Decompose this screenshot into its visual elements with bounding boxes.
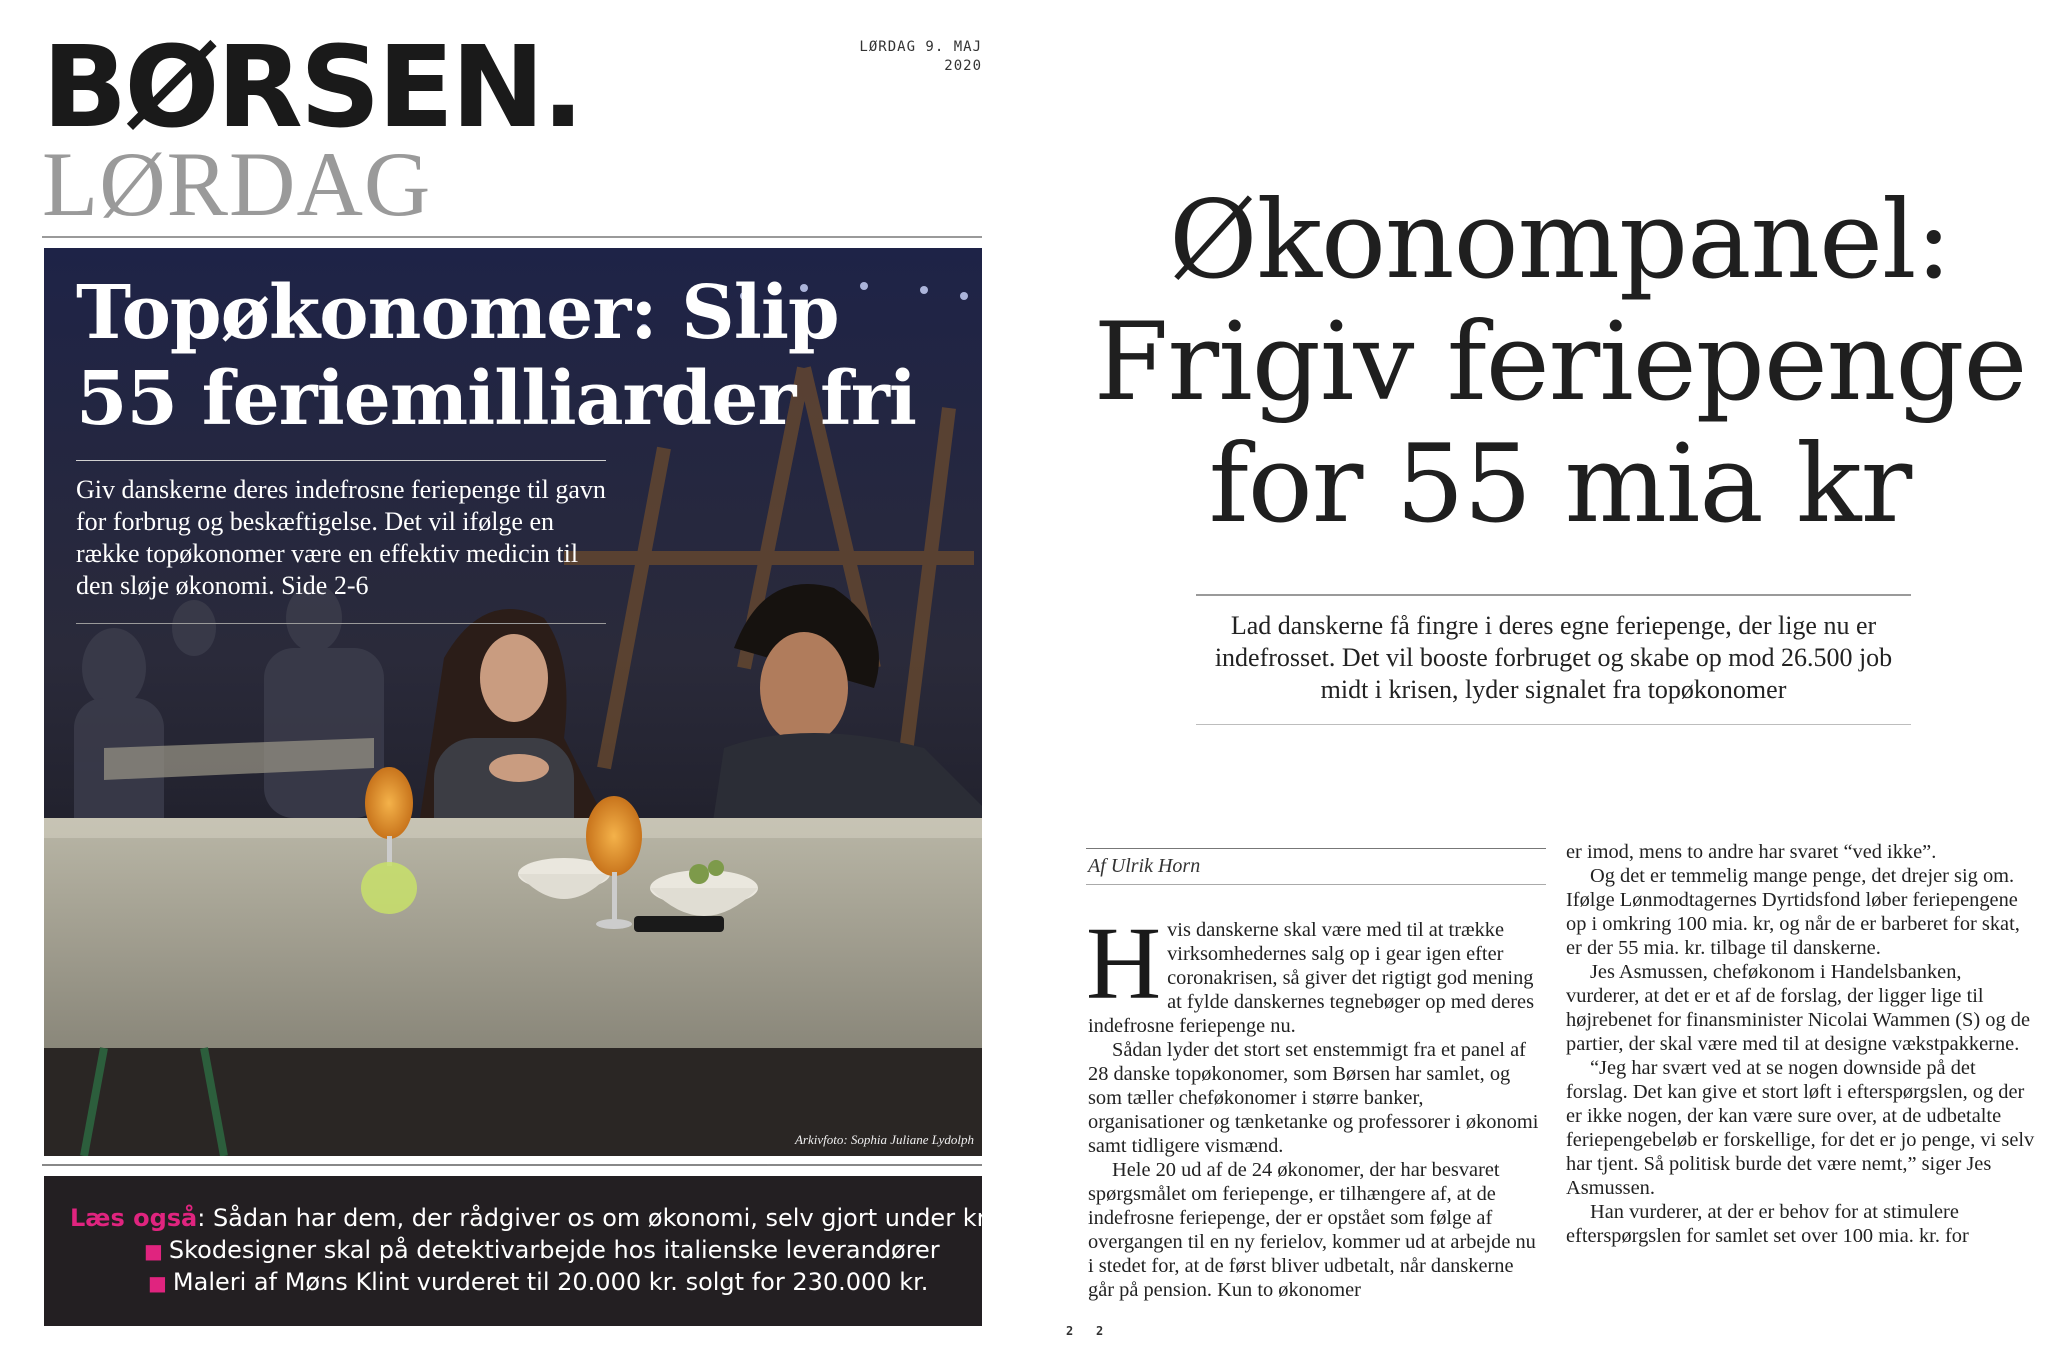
paragraph: Jes Asmussen, cheføkonom i Handelsbanken, vurderer, at det er et af de forslag, der ligger lige til højrebenet for finansminister Nicolai Wammen (S) og de partier, der skal være med til at designe vækstpakkerne. xyxy=(1566,961,2031,1055)
paragraph: Og det er temmelig mange penge, det drejer sig om. Ifølge Lønmodtagernes Dyrtidsfond løber feriepengene op i omkring 100 mia. kr, og når de er barberet for skat, er der 55 mia. kr. tilbage til danskerne. xyxy=(1566,865,2020,959)
masthead-divider xyxy=(42,236,982,238)
cover-lead: Giv danskerne deres indefrosne feriepenge til gavn for forbrug og beskæftigelse. Det vil ifølge en række topøkonomer være en effektiv medicin til den sløje økonomi. Side 2-6 xyxy=(76,475,606,600)
teaser-box xyxy=(44,1176,1036,1326)
article-column-1 xyxy=(1086,906,1540,1302)
sub-lead-top-rule xyxy=(1196,594,1911,596)
issue-date-year: 2020 xyxy=(944,58,982,74)
page-number-left: 2 xyxy=(1066,1324,1074,1338)
masthead xyxy=(42,23,582,235)
cover-photo xyxy=(44,248,982,1156)
article-column-2 xyxy=(1566,840,2036,1248)
page-number-right: 2 xyxy=(1096,1324,1104,1338)
lordag-section-title: LØRDAG xyxy=(42,133,432,235)
teaser-label: Læs også xyxy=(70,1204,198,1232)
article-sub-lead: Lad danskerne få fingre i deres egne feriepenge, der lige nu er indefrosset. Det vil booste forbruget og skabe op mod 26.500 job midt i krisen, lyder signalet fra topøkonomer xyxy=(1214,611,1893,704)
lead-bottom-rule xyxy=(76,623,606,624)
issue-date-day: LØRDAG 9. MAJ xyxy=(859,39,982,55)
teaser-item-2[interactable] xyxy=(144,1234,940,1267)
sub-lead-bottom-rule xyxy=(1196,724,1911,725)
paragraph: Sådan lyder det stort set enstemmigt fra et panel af 28 danske topøkonomer, som Børsen har samlet, og som tæller cheføkonomer i større banker, organisationer og tænketanke og professorer i økonomi samt tidligere vismænd. xyxy=(1088,1039,1539,1157)
lead-top-rule xyxy=(76,460,606,461)
bullet-icon: ■ xyxy=(148,1271,167,1295)
drop-cap: H xyxy=(1086,906,1162,1021)
photo-credit: Arkivfoto: Sophia Juliane Lydolph xyxy=(794,1132,974,1147)
byline-bottom-rule xyxy=(1086,884,1546,885)
teaser-item-2-text: Skodesigner skal på detektivarbejde hos italienske leverandører xyxy=(168,1236,940,1264)
paragraph: Han vurderer, at der er behov for at stimulere efterspørgslen for samlet set over 100 mia. kr. for xyxy=(1566,1201,1969,1247)
article-headline[interactable]: Økonompanel: Frigiv feriepenge for 55 mia kr xyxy=(1093,178,2027,547)
cover-headline[interactable]: Topøkonomer: Slip 55 feriemilliarder fri xyxy=(76,270,917,442)
borsen-logo: BØRSEN. xyxy=(42,23,582,153)
teaser-item-3[interactable] xyxy=(148,1266,928,1299)
issue-date xyxy=(800,38,982,76)
teaser-item-1-text: : Sådan har dem, der rådgiver os om økonomi, selv gjort under krisen xyxy=(197,1204,1036,1232)
teaser-divider xyxy=(42,1164,982,1166)
teaser-item-1[interactable] xyxy=(70,1202,1036,1234)
byline-top-rule xyxy=(1086,848,1546,849)
byline: Af Ulrik Horn xyxy=(1088,855,1201,877)
teaser-item-3-text: Maleri af Møns Klint vurderet til 20.000 kr. solgt for 230.000 kr. xyxy=(172,1268,929,1296)
paragraph: vis danskerne skal være med til at trække virksomhedernes salg op i gear igen efter coronakrisen, så giver det rigtigt god mening at fylde danskernes tegnebøger op med deres indefrosne feriepenge nu. xyxy=(1088,919,1535,1037)
paragraph: er imod, mens to andre har svaret “ved ikke”. xyxy=(1566,841,1937,863)
paragraph: “Jeg har svært ved at se nogen downside på det forslag. Det kan give et stort løft i efterspørgslen, og der er ikke nogen, der kan være sure over, at de udbetalte feriepengebeløb er forskellige, for det er jo penge, vi selv har tjent. Så politisk burde det være nemt,” siger Jes Asmussen. xyxy=(1566,1057,2035,1199)
bullet-icon: ■ xyxy=(144,1239,163,1263)
paragraph: Hele 20 ud af de 24 økonomer, der har besvaret spørgsmålet om feriepenge, er tilhængere af, at de indefrosne feriepenge, der er opstået som følge af overgangen til en ny ferielov, kommer ud at arbejde nu i stedet for, at de først bliver udbetalt, når danskerne går på pension. Kun to økonomer xyxy=(1088,1159,1536,1301)
